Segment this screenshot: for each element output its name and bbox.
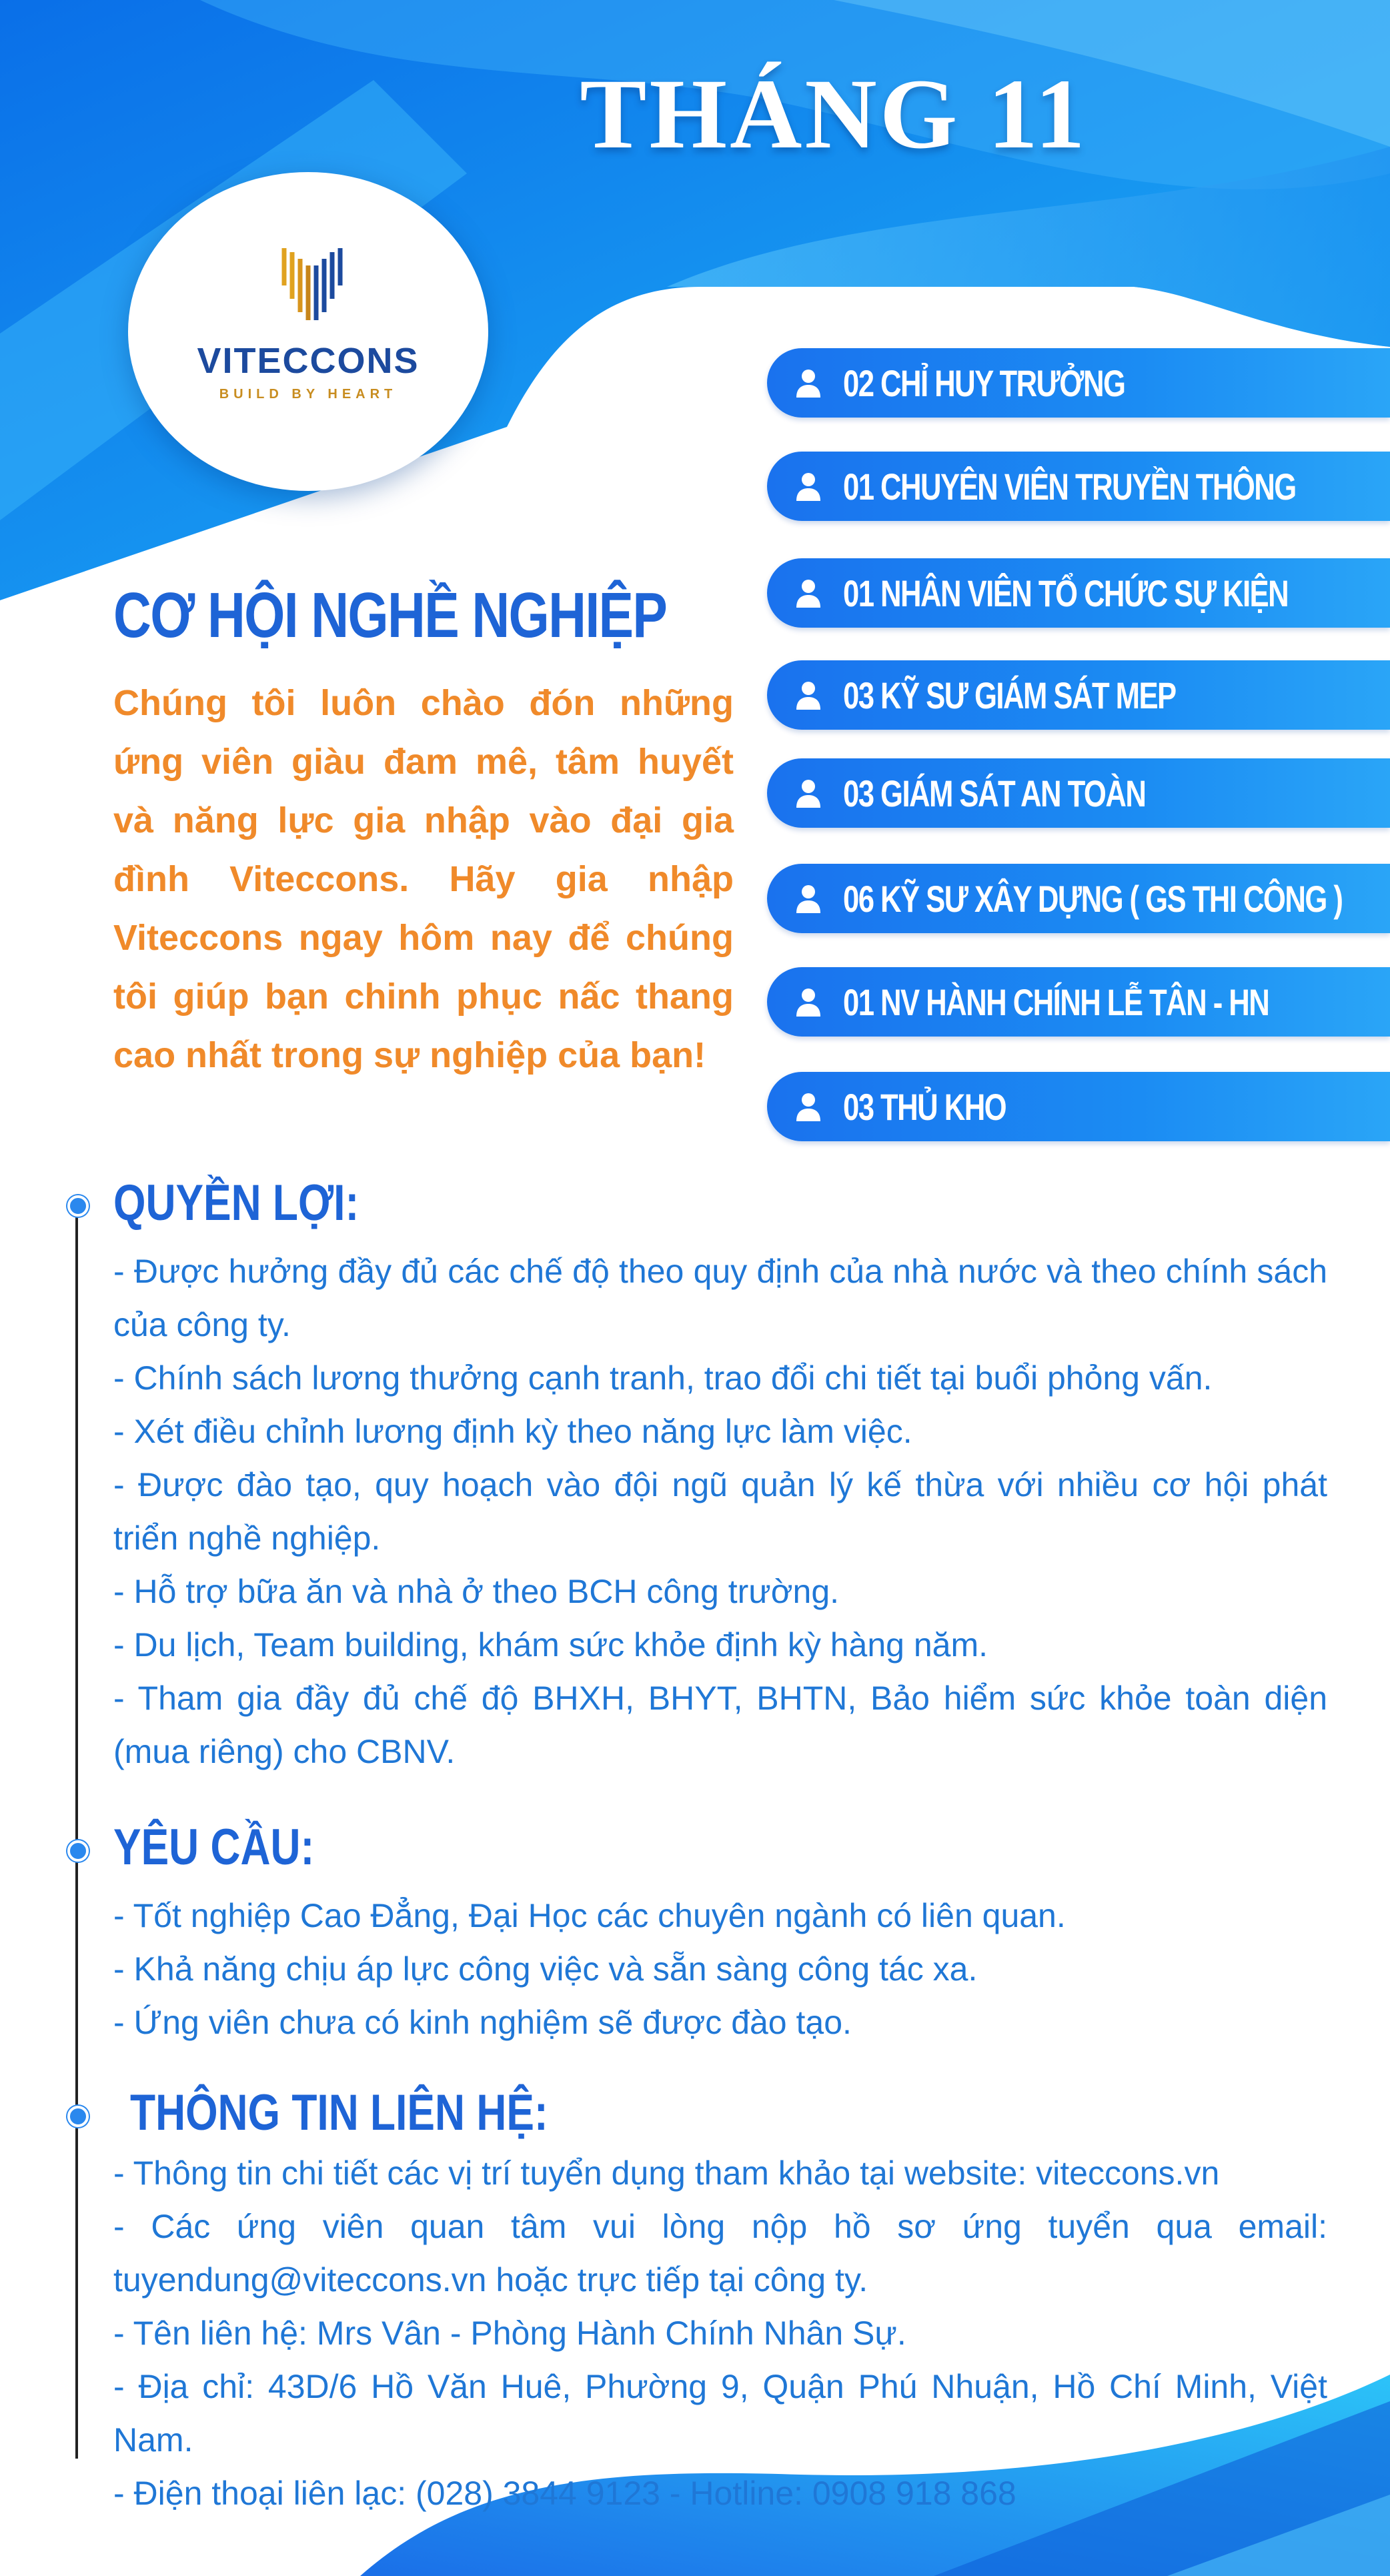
job-item [767,967,1390,1037]
contact-list [113,2146,1327,2520]
person-icon [792,470,824,502]
benefits-heading: QUYỀN LỢI: [113,1175,360,1231]
job-label: 06 KỸ SƯ XÂY DỰNG ( GS THI CÔNG ) [843,877,1343,920]
logo-name: VITECCONS [197,341,420,381]
job-label: 01 NHÂN VIÊN TỔ CHỨC SỰ KIỆN [843,572,1289,614]
job-label: 03 KỸ SƯ GIÁM SÁT MEP [843,674,1176,716]
person-icon [792,577,824,609]
month-title: THÁNG 11 [580,59,1088,169]
job-item [767,660,1390,730]
person-icon [792,986,824,1018]
list-item: - Hỗ trợ bữa ăn và nhà ở theo BCH công trường. [113,1573,840,1610]
timeline-dot [67,2106,89,2127]
list-item: - Địa chỉ: 43D/6 Hồ Văn Huê, Phường 9, Quận Phú Nhuận, Hồ Chí Minh, Việt Nam. [113,2368,1327,2459]
careers-heading: CƠ HỘI NGHỀ NGHIỆP [113,580,667,651]
list-item: - Khả năng chịu áp lực công việc và sẵn sàng công tác xa. [113,1950,978,1988]
careers-description: Chúng tôi luôn chào đón những ứng viên giàu đam mê, tâm huyết và năng lực gia nhập vào đại gia đình Viteccons. Hãy gia nhập Viteccons ngay hôm nay để chúng tôi giúp bạn chinh phục nấc thang cao nhất trong sự nghiệp của bạn! [113,683,734,1075]
job-label: 03 THỦ KHO [843,1085,1006,1128]
requirements-heading: YÊU CẦU: [113,1819,315,1876]
logo-badge [128,172,488,491]
person-icon [792,367,824,399]
job-item [767,758,1390,828]
list-item: - Du lịch, Team building, khám sức khỏe định kỳ hàng năm. [113,1626,988,1664]
person-icon [792,1091,824,1123]
list-item: - Thông tin chi tiết các vị trí tuyển dụng tham khảo tại website: viteccons.vn [113,2154,1220,2192]
logo-tagline: BUILD BY HEART [219,387,398,402]
list-item: - Điện thoại liên lạc: (028) 3844 9123 - Hotline: 0908 918 868 [113,2475,1016,2512]
job-item [767,348,1390,418]
list-item: - Được đào tạo, quy hoạch vào đội ngũ quản lý kế thừa với nhiều cơ hội phát triển nghề nghiệp. [113,1466,1327,1557]
job-label: 01 NV HÀNH CHÍNH LỄ TÂN - HN [843,981,1269,1023]
list-item: - Tốt nghiệp Cao Đẳng, Đại Học các chuyên ngành có liên quan. [113,1897,1066,1934]
benefits-list [113,1245,1327,1778]
job-item [767,452,1390,521]
job-label: 02 CHỈ HUY TRƯỞNG [843,362,1125,404]
timeline-dot [67,1195,89,1217]
timeline-dot [67,1840,89,1862]
job-item [767,864,1390,933]
job-label: 01 CHUYÊN VIÊN TRUYỀN THÔNG [843,465,1296,508]
job-label: 03 GIÁM SÁT AN TOÀN [843,772,1146,814]
viteccons-logo-icon [280,245,347,324]
list-item: - Chính sách lương thưởng cạnh tranh, trao đổi chi tiết tại buổi phỏng vấn. [113,1359,1213,1397]
timeline-line [75,1205,78,2459]
list-item: - Các ứng viên quan tâm vui lòng nộp hồ sơ ứng tuyển qua email: tuyendung@viteccons.vn hoặc trực tiếp tại công ty. [113,2208,1327,2299]
job-item [767,558,1390,628]
list-item: - Được hưởng đầy đủ các chế độ theo quy định của nhà nước và theo chính sách của công ty. [113,1253,1327,1343]
list-item: - Tên liên hệ: Mrs Vân - Phòng Hành Chính Nhân Sự. [113,2315,906,2352]
requirements-list [113,1889,1327,2049]
list-item: - Ứng viên chưa có kinh nghiệm sẽ được đào tạo. [113,2004,852,2041]
person-icon [792,679,824,711]
list-item: - Tham gia đầy đủ chế độ BHXH, BHYT, BHTN, Bảo hiểm sức khỏe toàn diện (mua riêng) cho CBNV. [113,1680,1327,1770]
job-item [767,1072,1390,1141]
contact-heading: THÔNG TIN LIÊN HỆ: [130,2084,548,2141]
list-item: - Xét điều chỉnh lương định kỳ theo năng lực làm việc. [113,1413,912,1450]
person-icon [792,777,824,809]
person-icon [792,882,824,914]
